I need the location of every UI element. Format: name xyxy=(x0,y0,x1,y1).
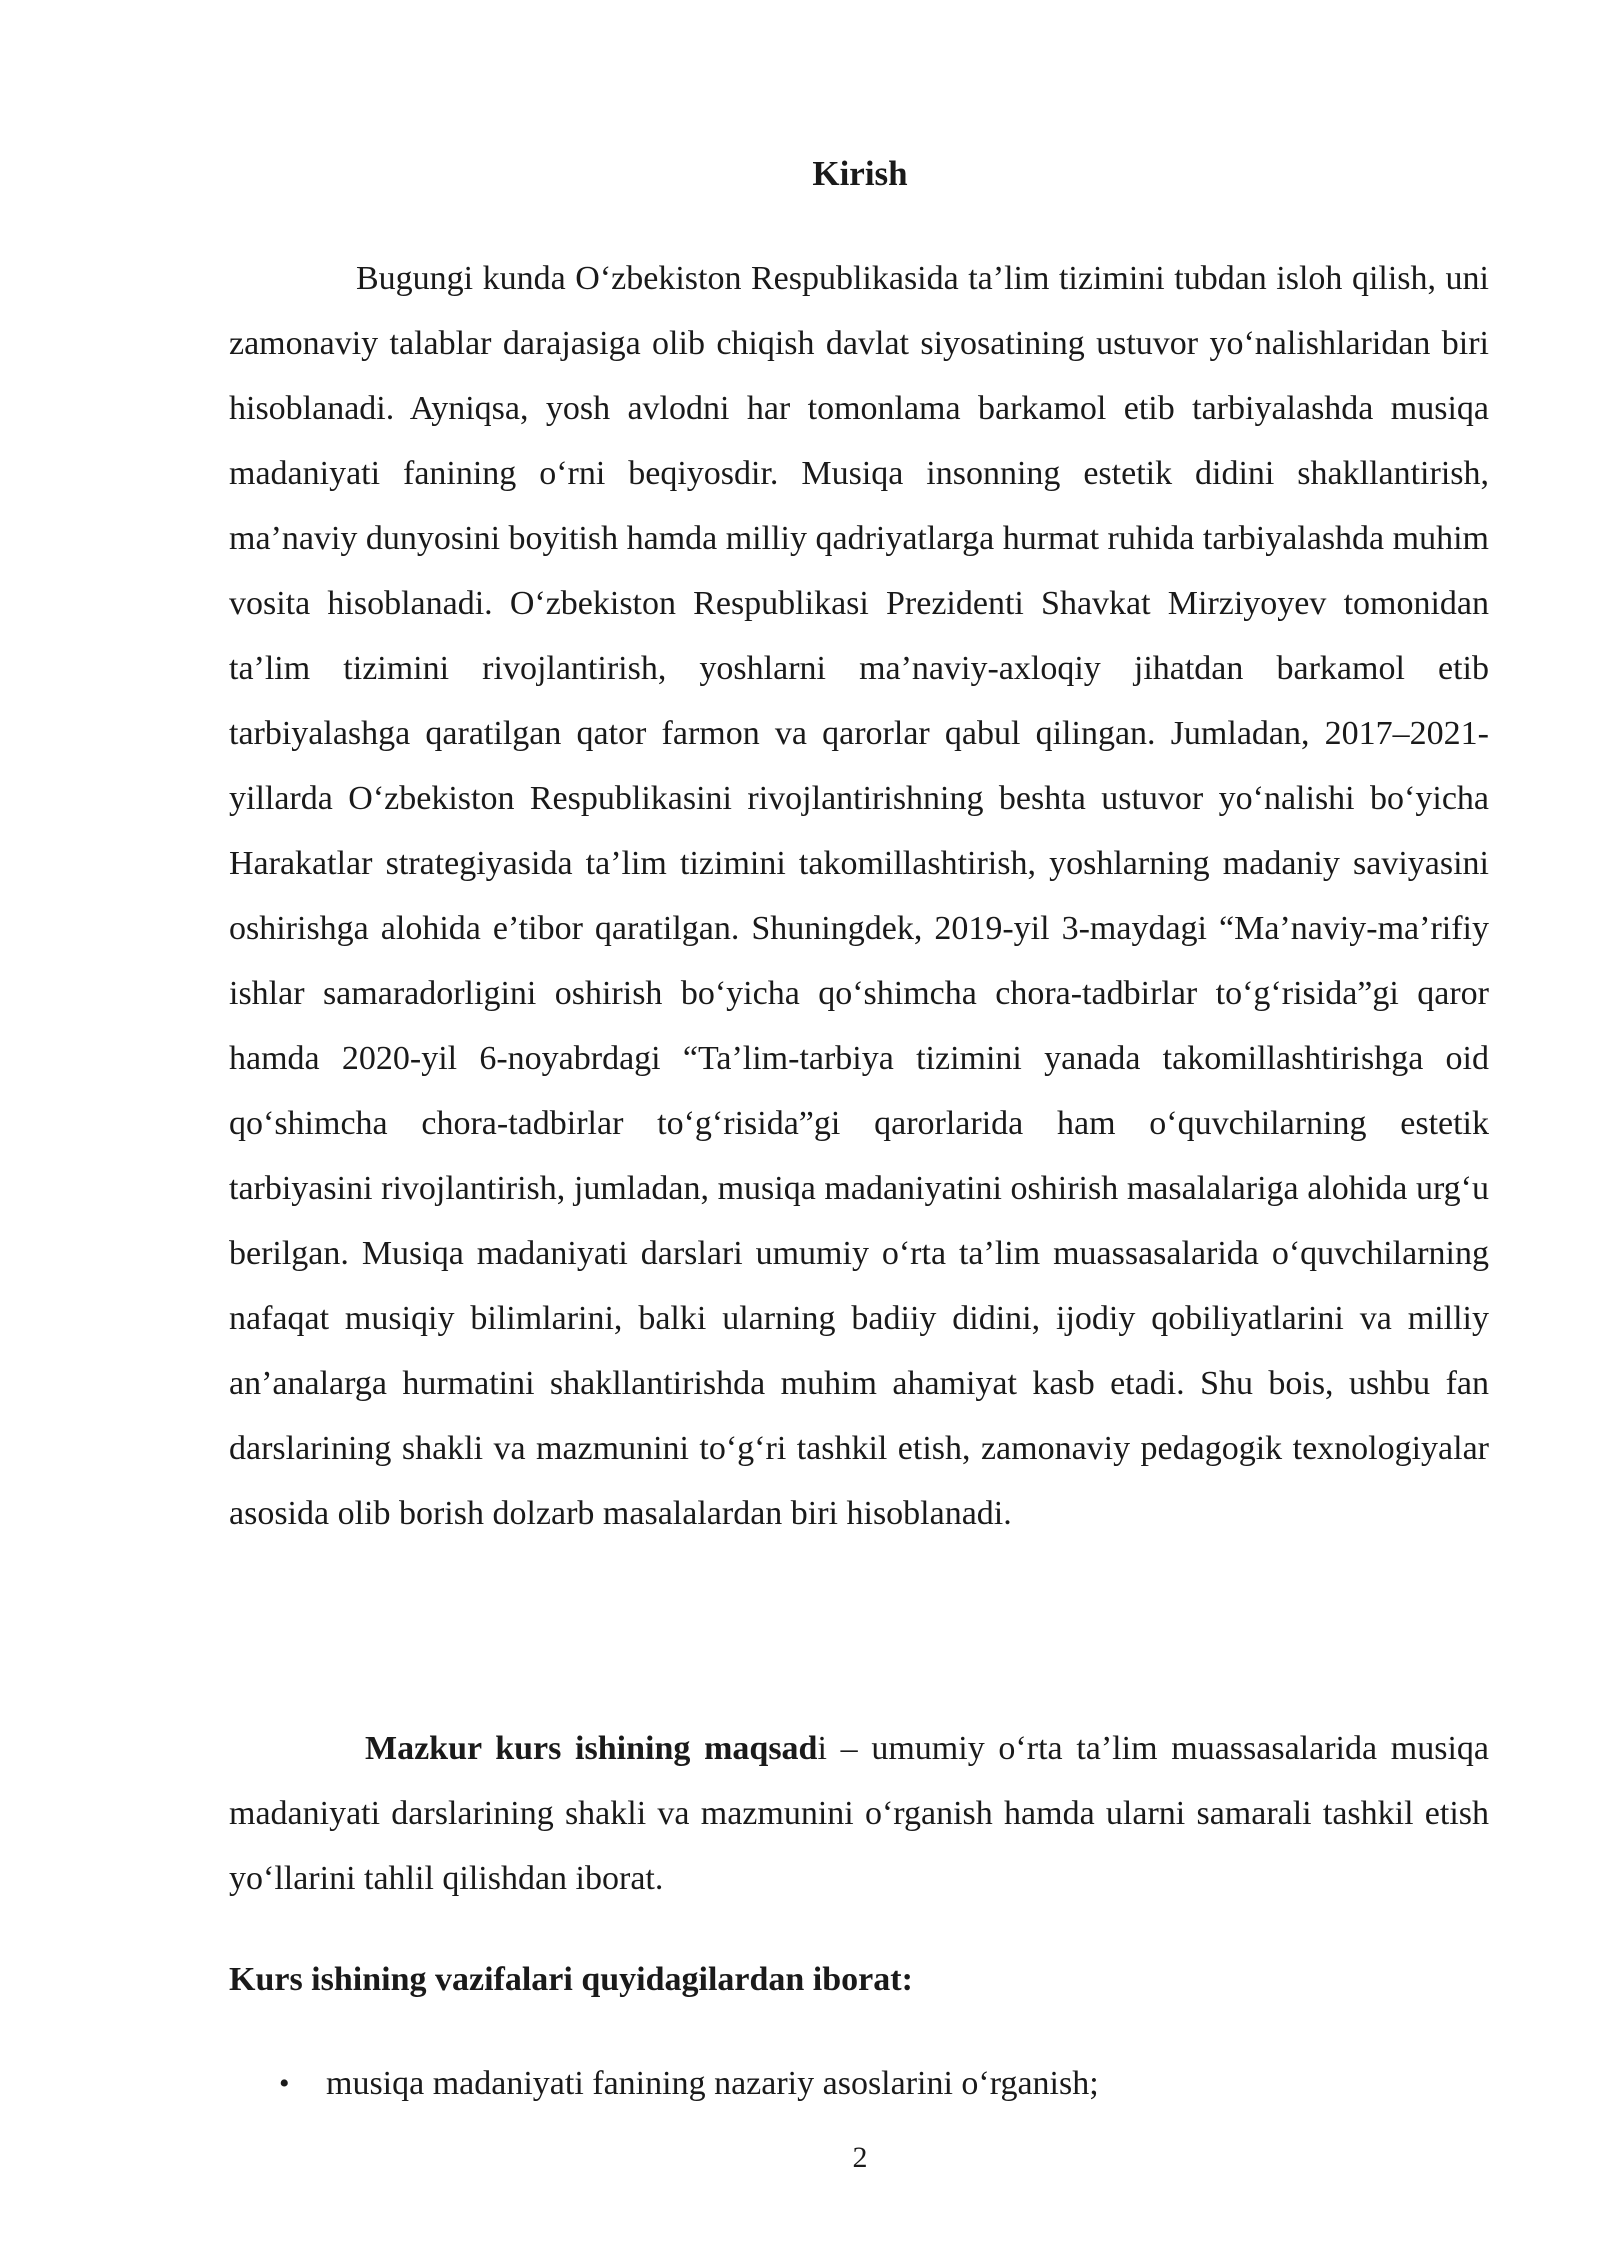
list-item-text: musiqa madaniyati fanining nazariy asoslarini o‘rganish; xyxy=(326,2065,1099,2102)
section-title: Kirish xyxy=(812,154,908,193)
intro-paragraph: Bugungi kunda O‘zbekiston Respublikasida ta’lim tizimini tubdan isloh qilish, uni zamonaviy talablar darajasiga olib chiqish davlat siyosatining ustuvor yo‘nalishlaridan biri hisoblanadi. Ayniqsa, yosh avlodni har tomonlama barkamol etib tarbiyalashda musiqa madaniyati fanining o‘rni beqiyosdir. Musiqa insonning estetik didini shakllantirish, ma’naviy dunyosini boyitish hamda milliy qadriyatlarga hurmat ruhida tarbiyalashda muhim vosita hisoblanadi. O‘zbekiston Respublikasi Prezidenti Shavkat Mirziyoyev tomonidan ta’lim tizimini rivojlantirish, yoshlarni ma’naviy-axloqiy jihatdan barkamol etib tarbiyalashga qaratilgan qator farmon va qarorlar qabul qilingan. Jumladan, 2017–2021-yillarda O‘zbekiston Respublikasini rivojlantirishning beshta ustuvor yo‘nalishi bo‘yicha Harakatlar strategiyasida ta’lim tizimini takomillashtirish, yoshlarning madaniy saviyasini oshirishga alohida e’tibor qaratilgan. Shuningdek, 2019-yil 3-maydagi “Ma’naviy-ma’rifiy ishlar samaradorligini oshirish bo‘yicha qo‘shimcha chora-tadbirlar to‘g‘risida”gi qaror hamda 2020-yil 6-noyabrdagi “Ta’lim-tarbiya tizimini yanada takomillashtirishga oid qo‘shimcha chora-tadbirlar to‘g‘risida”gi qarorlarida ham o‘quvchilarning estetik tarbiyasini rivojlantirish, jumladan, musiqa madaniyatini oshirish masalalariga alohida urg‘u berilgan. Musiqa madaniyati darslari umumiy o‘rta ta’lim muassasalarida o‘quvchilarning nafaqat musiqiy bilimlarini, balki ularning badiiy didini, ijodiy qobiliyatlarini va milliy an’analarga hurmatini shakllantirishda muhim ahamiyat kasb etadi. Shu bois, ushbu fan darslarining shakli va mazmunini to‘g‘ri tashkil etish, zamonaviy pedagogik texnologiyalar asosida olib borish dolzarb masalalardan biri hisoblanadi. xyxy=(229,260,1489,1532)
goal-paragraph xyxy=(229,1716,1489,1911)
page-number: 2 xyxy=(852,2141,868,2174)
task-list xyxy=(229,2051,1489,2116)
goal-paragraph-text: i – umumiy o‘rta ta’lim muassasalarida musiqa madaniyati darslarining shakli va mazmunini o‘rganish hamda ularni samarali tashkil etish yo‘llarini tahlil qilishdan iborat. xyxy=(229,1730,1489,1897)
list-item xyxy=(229,2051,1489,2116)
tasks-heading: Kurs ishining vazifalari quyidagilardan iborat: xyxy=(229,1961,913,1998)
bullet-icon: • xyxy=(279,2067,290,2100)
goal-paragraph-bold-text: Mazkur kurs ishining maqsad xyxy=(365,1730,818,1767)
